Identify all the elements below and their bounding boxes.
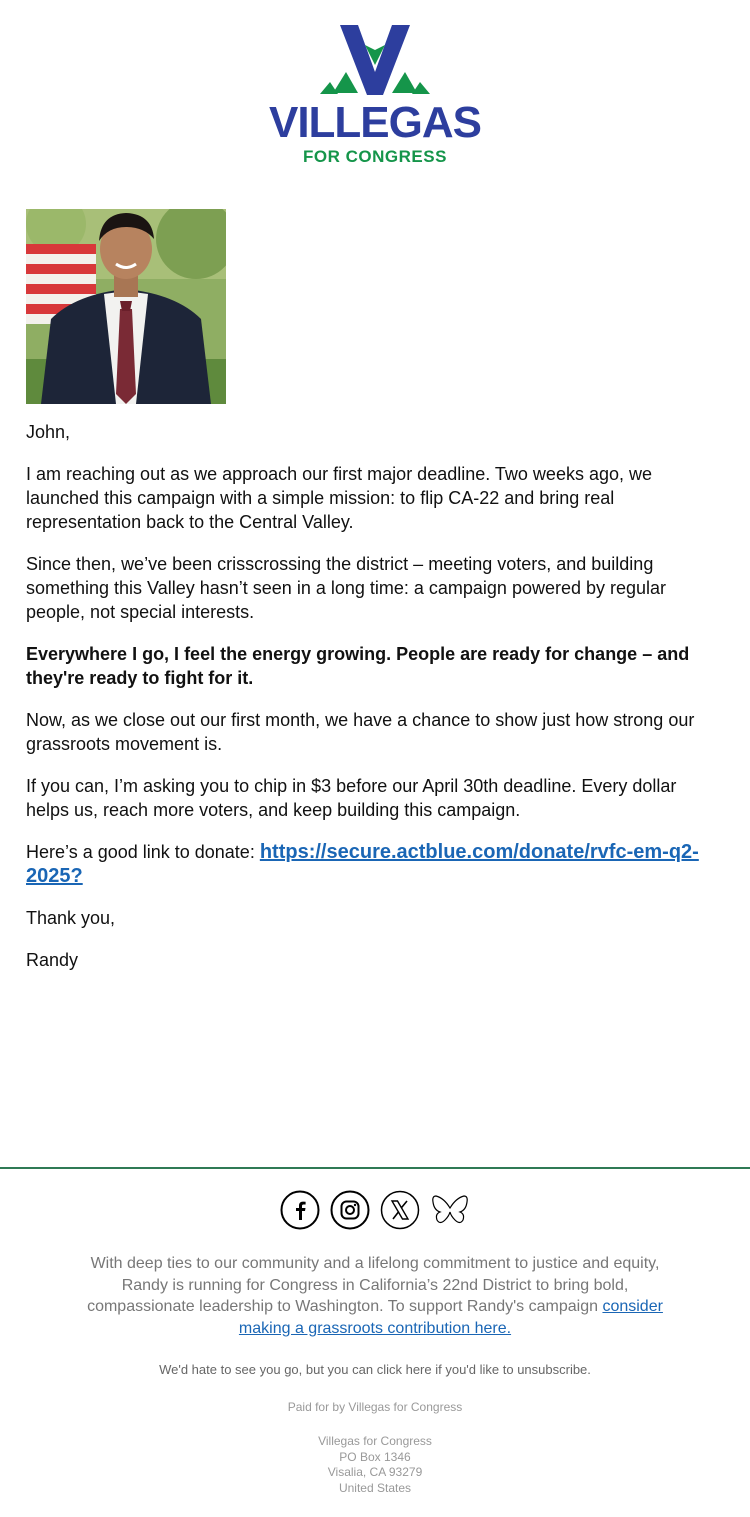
logo-tagline: FOR CONGRESS <box>303 147 447 166</box>
paragraph-deadline: I am reaching out as we approach our first major deadline. Two weeks ago, we launched this campaign with a simple mission: to flip CA-22 and bring real representation back to the Central Valley. <box>26 464 653 532</box>
address-line-4: United States <box>338 1480 412 1495</box>
greeting: John, <box>26 422 71 442</box>
paid-for-disclaimer: Paid for by Villegas for Congress <box>287 1400 463 1414</box>
paragraph-ask: If you can, I’m asking you to chip in $3 before our April 30th deadline. Every dollar helps us, reach more voters, and keep building this campaign. <box>26 776 677 820</box>
about-text: With deep ties to our community and a lifelong commitment to justice and equity, Randy is running for Congress in California’s 22nd District to bring bold, compassionate leadership to Washington. To support Randy's campaign <box>87 1255 660 1315</box>
paragraph-energy: Everywhere I go, I feel the energy growing. People are ready for change – and they're ready to fight for it. <box>26 644 690 688</box>
donate-link[interactable]: https://secure.actblue.com/donate/rvfc-em-q2-2025? <box>26 841 699 887</box>
address-line-2: PO Box 1346 <box>339 1449 411 1464</box>
footer-divider <box>0 1167 750 1169</box>
social-links <box>0 1190 750 1230</box>
mailing-address <box>0 1434 750 1496</box>
address-line-1: Villegas for Congress <box>318 1434 432 1448</box>
address-line-3: Visalia, CA 93279 <box>327 1465 423 1479</box>
closing: Thank you, <box>26 908 116 928</box>
about-paragraph <box>75 1253 675 1339</box>
email-body <box>26 420 716 990</box>
donate-prefix: Here’s a good link to donate: <box>26 842 260 862</box>
paragraph-crisscrossing: Since then, we’ve been crisscrossing the district – meeting voters, and building something this Valley hasn’t seen in a long time: a campaign powered by regular people, not special interests. <box>26 554 667 622</box>
bluesky-icon[interactable] <box>430 1190 470 1230</box>
logo-name: VILLEGAS <box>268 98 482 147</box>
grassroots-contribution-link[interactable]: consider making a grassroots contribution here. <box>238 1298 663 1337</box>
campaign-logo <box>0 20 750 170</box>
signature: Randy <box>26 950 79 970</box>
donate-paragraph <box>26 840 716 888</box>
instagram-icon[interactable] <box>330 1190 370 1230</box>
paragraph-first-month: Now, as we close out our first month, we have a chance to show just how strong our grassroots movement is. <box>26 710 695 754</box>
x-icon[interactable] <box>380 1190 420 1230</box>
facebook-icon[interactable] <box>280 1190 320 1230</box>
unsubscribe-text[interactable]: We'd hate to see you go, but you can click here if you'd like to unsubscribe. <box>159 1362 591 1377</box>
logo-mark-icon <box>0 20 750 100</box>
candidate-photo <box>26 209 226 404</box>
